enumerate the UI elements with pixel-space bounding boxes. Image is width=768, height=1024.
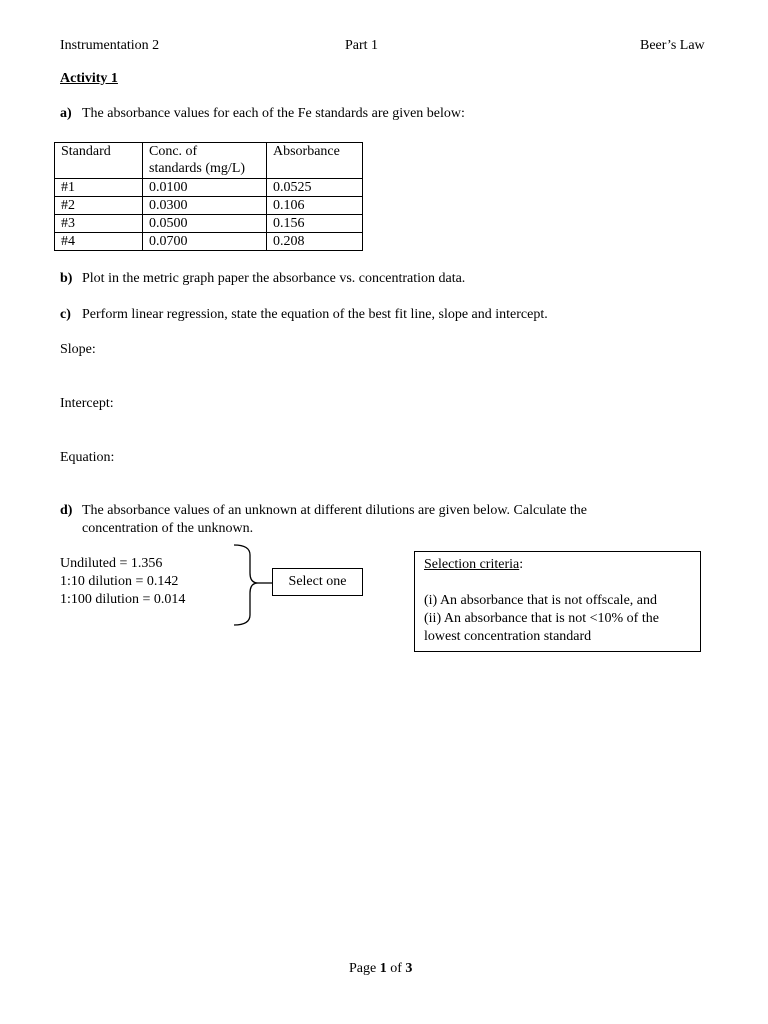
section-b-label: b) (60, 271, 73, 286)
cell-conc: 0.0300 (143, 197, 267, 215)
equation-label: Equation: (60, 450, 115, 465)
section-d-line2: concentration of the unknown. (82, 521, 254, 536)
section-d-line1 (60, 503, 587, 519)
section-d-text: The absorbance values of an unknown at different dilutions are given below. Calculate the (82, 503, 587, 518)
criteria-line-2: (ii) An absorbance that is not <10% of the (424, 611, 659, 626)
col-header-standard: Standard (55, 143, 143, 179)
criteria-title: Selection criteria (424, 557, 520, 572)
footer-page-word: Page (349, 961, 377, 976)
header-part: Part 1 (345, 38, 379, 53)
section-c (60, 307, 548, 323)
cell-standard: #1 (55, 179, 143, 197)
standards-table (54, 142, 363, 251)
section-b-text: Plot in the metric graph paper the absorbance vs. concentration data. (82, 271, 466, 286)
cell-absorbance: 0.156 (267, 215, 363, 233)
criteria-colon: : (519, 557, 524, 572)
cell-absorbance: 0.0525 (267, 179, 363, 197)
curly-brace-icon (232, 543, 274, 627)
table-row (55, 179, 363, 197)
intercept-label: Intercept: (60, 396, 114, 411)
dilution-1-10: 1:10 dilution = 0.142 (60, 574, 179, 589)
col-header-conc-line2: standards (mg/L) (149, 161, 246, 176)
criteria-spacer (424, 574, 691, 592)
selection-criteria-box (414, 551, 701, 652)
select-one-box: Select one (272, 568, 363, 596)
col-header-absorbance: Absorbance (267, 143, 363, 179)
table-row (55, 233, 363, 251)
criteria-line-3: lowest concentration standard (424, 629, 592, 644)
section-a (60, 106, 465, 122)
cell-standard: #3 (55, 215, 143, 233)
activity-title: Activity 1 (60, 71, 118, 86)
dilution-undiluted: Undiluted = 1.356 (60, 556, 163, 571)
section-c-label: c) (60, 307, 71, 322)
page-footer (349, 961, 412, 977)
footer-page-num: 1 (379, 961, 387, 976)
footer-of-word: of (390, 961, 402, 976)
section-a-text: The absorbance values for each of the Fe standards are given below: (82, 106, 465, 121)
slope-label: Slope: (60, 342, 96, 357)
header-topic: Beer’s Law (640, 38, 705, 53)
cell-absorbance: 0.208 (267, 233, 363, 251)
section-a-label: a) (60, 106, 72, 121)
section-c-text: Perform linear regression, state the equation of the best fit line, slope and intercept. (82, 307, 548, 322)
footer-page-total: 3 (405, 961, 413, 976)
table-row (55, 215, 363, 233)
section-d-label: d) (60, 503, 73, 518)
col-header-conc (143, 143, 267, 179)
cell-conc: 0.0100 (143, 179, 267, 197)
cell-standard: #4 (55, 233, 143, 251)
dilution-1-100: 1:100 dilution = 0.014 (60, 592, 186, 607)
header-course: Instrumentation 2 (60, 38, 160, 53)
cell-standard: #2 (55, 197, 143, 215)
criteria-title-line (424, 556, 691, 574)
section-b (60, 271, 465, 287)
cell-conc: 0.0700 (143, 233, 267, 251)
criteria-line-1: (i) An absorbance that is not offscale, and (424, 593, 658, 608)
col-header-conc-line1: Conc. of (149, 144, 198, 159)
table-row (55, 197, 363, 215)
cell-absorbance: 0.106 (267, 197, 363, 215)
table-header-row (55, 143, 363, 179)
cell-conc: 0.0500 (143, 215, 267, 233)
